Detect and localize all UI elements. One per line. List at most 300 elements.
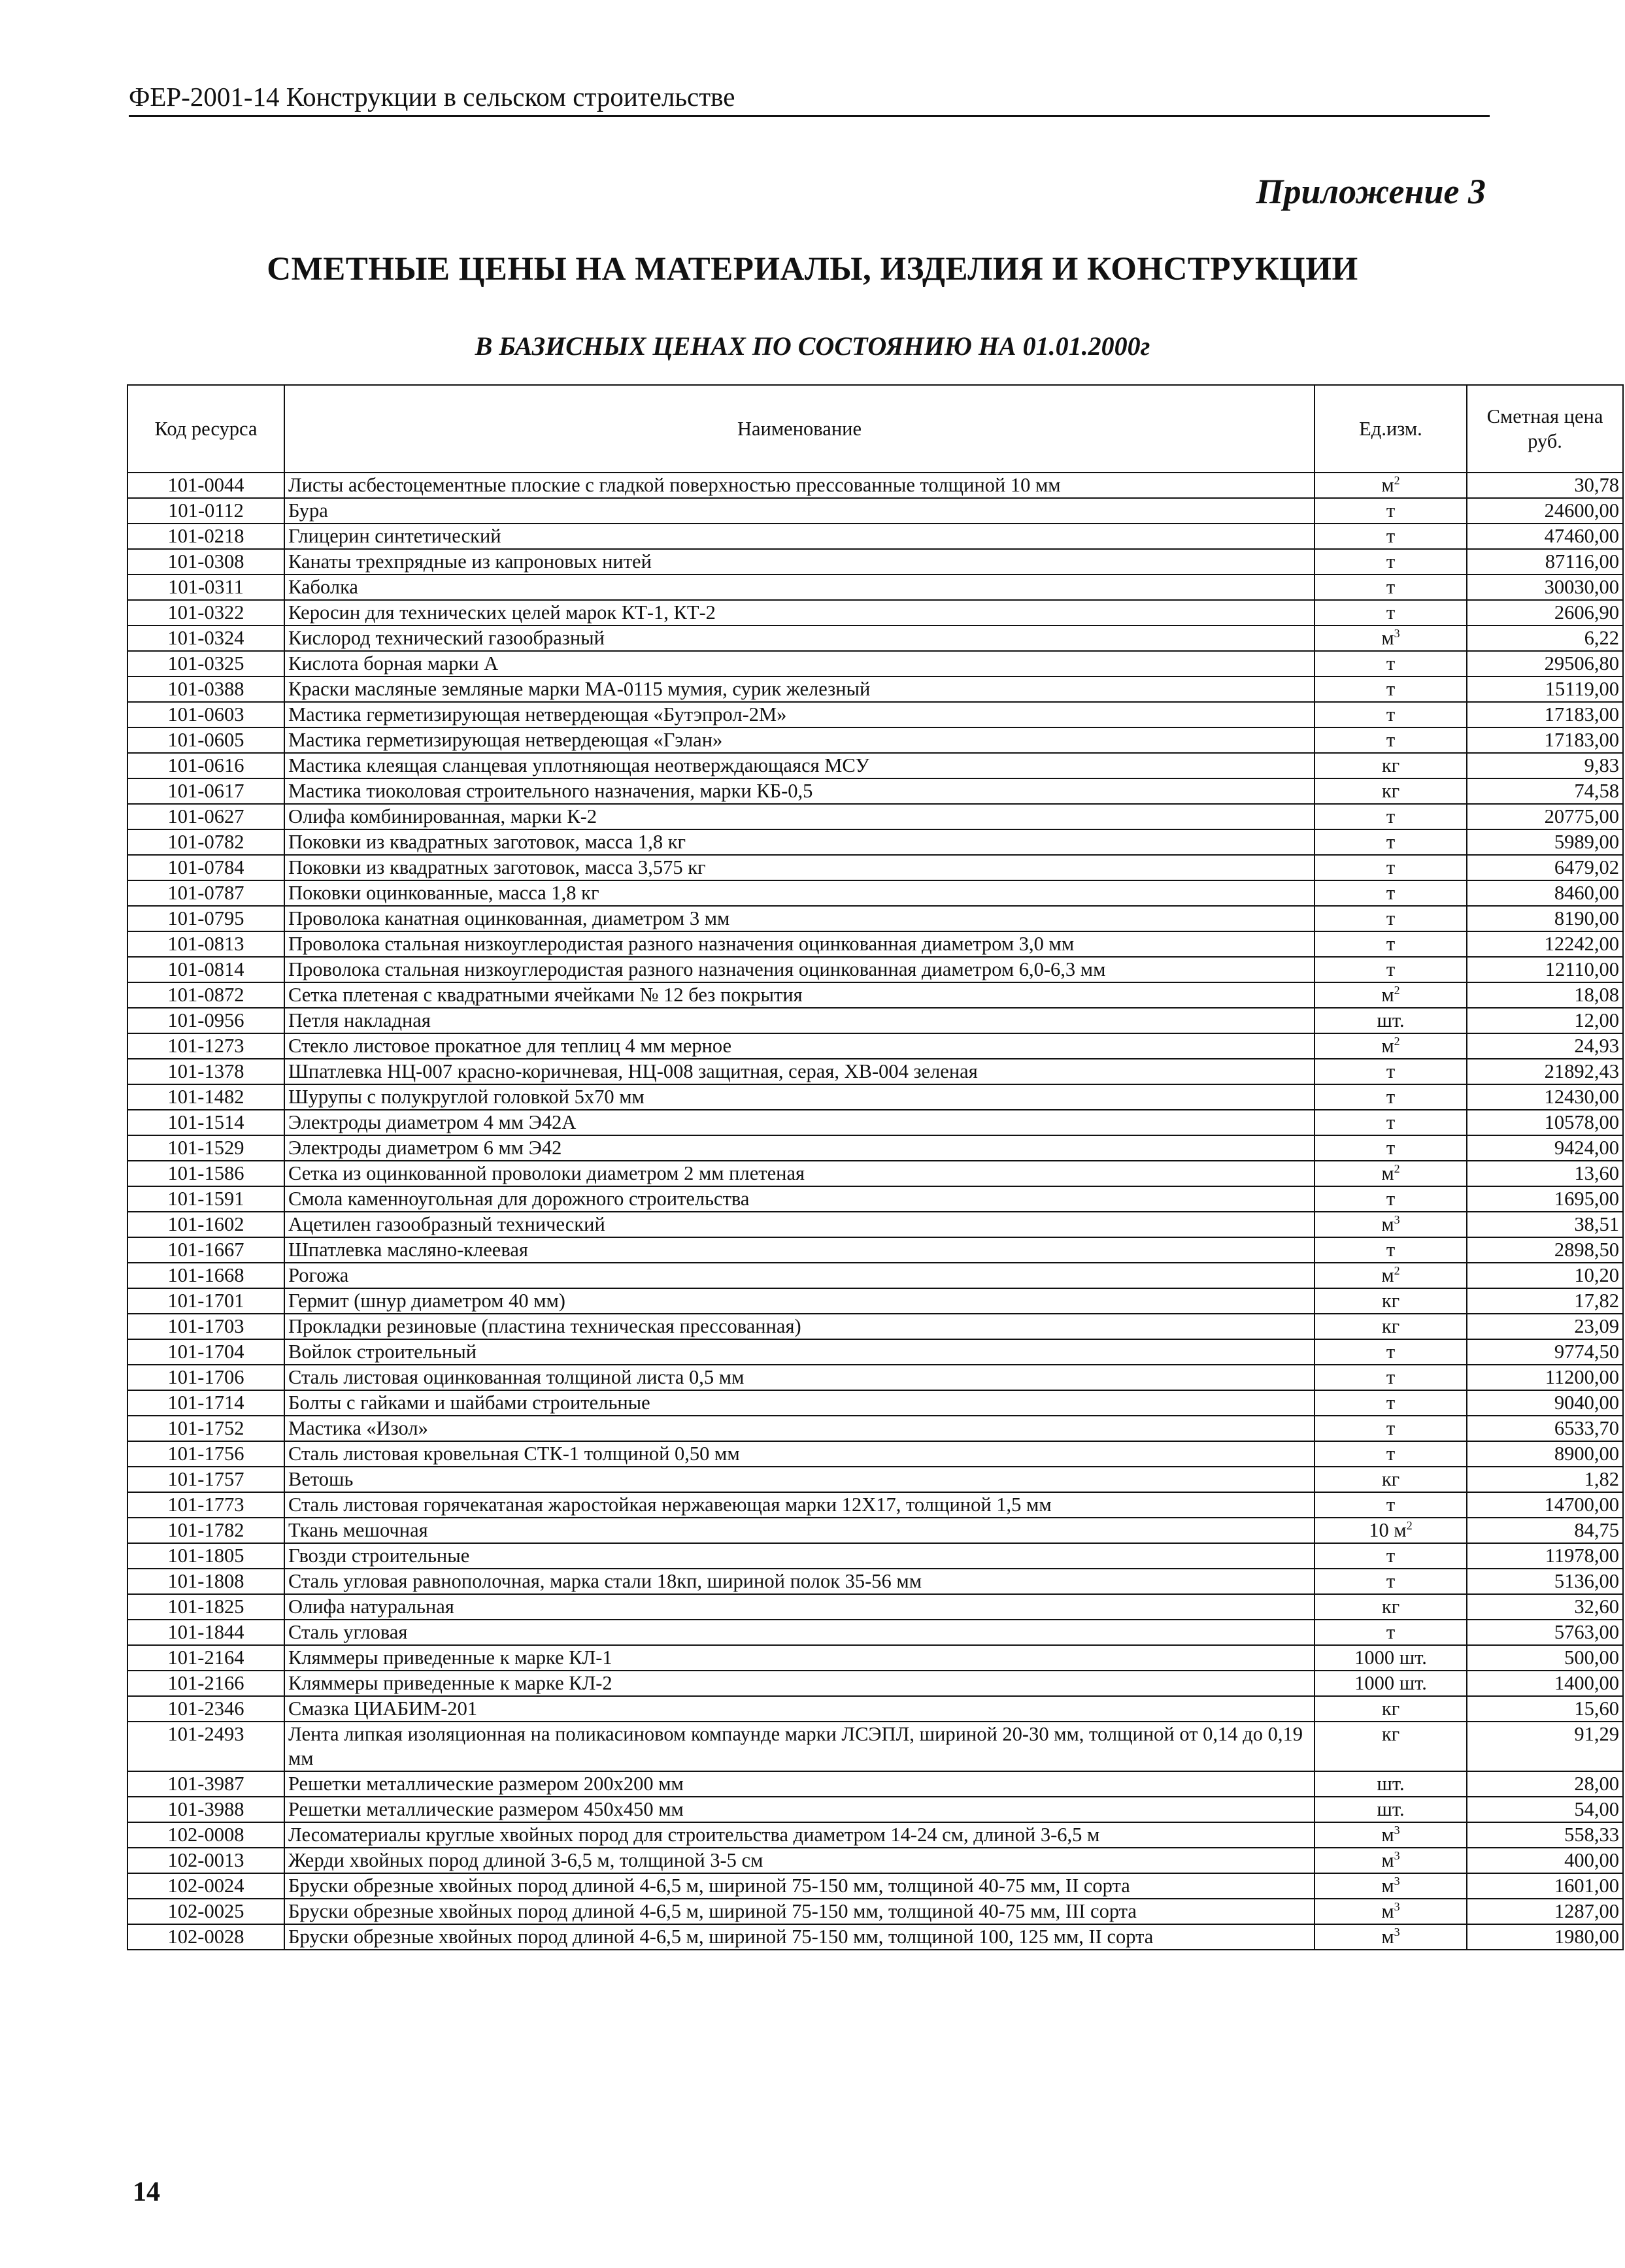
unit-text: т bbox=[1386, 1621, 1396, 1643]
resource-name: Проволока стальная низкоуглеродистая разного назначения оцинкованная диаметром 6,0-6,3 мм bbox=[284, 957, 1315, 982]
resource-code: 102-0013 bbox=[127, 1848, 284, 1873]
estimated-price: 12,00 bbox=[1467, 1008, 1623, 1033]
unit-of-measure bbox=[1315, 1467, 1467, 1492]
page-title: СМЕТНЫЕ ЦЕНЫ НА МАТЕРИАЛЫ, ИЗДЕЛИЯ И КОНСТРУКЦИИ bbox=[267, 251, 1358, 288]
table-row bbox=[127, 1492, 1623, 1518]
resource-name: Шурупы с полукруглой головкой 5х70 мм bbox=[284, 1084, 1315, 1110]
resource-code: 101-0872 bbox=[127, 982, 284, 1008]
table-row bbox=[127, 1594, 1623, 1620]
resource-code: 101-0044 bbox=[127, 473, 284, 498]
unit-of-measure bbox=[1315, 1899, 1467, 1924]
table-row bbox=[127, 957, 1623, 982]
table-row bbox=[127, 1620, 1623, 1645]
resource-name: Ацетилен газообразный технический bbox=[284, 1212, 1315, 1237]
estimated-price: 8190,00 bbox=[1467, 906, 1623, 931]
estimated-price: 32,60 bbox=[1467, 1594, 1623, 1620]
unit-text: кг bbox=[1381, 780, 1400, 802]
resource-code: 101-1773 bbox=[127, 1492, 284, 1518]
unit-text: т bbox=[1386, 1188, 1396, 1210]
resource-code: 101-0627 bbox=[127, 804, 284, 829]
table-row bbox=[127, 982, 1623, 1008]
unit-text: шт. bbox=[1377, 1798, 1405, 1820]
table-row bbox=[127, 575, 1623, 600]
estimated-price: 11978,00 bbox=[1467, 1543, 1623, 1569]
table-row bbox=[127, 1339, 1623, 1365]
resource-name: Кислота борная марки А bbox=[284, 651, 1315, 676]
estimated-price: 12110,00 bbox=[1467, 957, 1623, 982]
resource-name: Электроды диаметром 6 мм Э42 bbox=[284, 1135, 1315, 1161]
unit-of-measure bbox=[1315, 1671, 1467, 1696]
estimated-price: 91,29 bbox=[1467, 1722, 1623, 1771]
table-row bbox=[127, 1771, 1623, 1797]
table-row bbox=[127, 1314, 1623, 1339]
unit-of-measure bbox=[1315, 1339, 1467, 1365]
resource-name: Сталь листовая оцинкованная толщиной листа 0,5 мм bbox=[284, 1365, 1315, 1390]
unit-text: м bbox=[1381, 1824, 1394, 1846]
unit-text: кг bbox=[1381, 1315, 1400, 1337]
unit-of-measure bbox=[1315, 575, 1467, 600]
table-row bbox=[127, 753, 1623, 778]
resource-code: 101-3987 bbox=[127, 1771, 284, 1797]
estimated-price: 558,33 bbox=[1467, 1822, 1623, 1848]
resource-code: 101-1703 bbox=[127, 1314, 284, 1339]
resource-code: 101-1752 bbox=[127, 1416, 284, 1441]
table-row bbox=[127, 1237, 1623, 1263]
table-row bbox=[127, 1722, 1623, 1771]
resource-code: 101-2166 bbox=[127, 1671, 284, 1696]
estimated-price: 10578,00 bbox=[1467, 1110, 1623, 1135]
resource-code: 101-0814 bbox=[127, 957, 284, 982]
resource-code: 101-2164 bbox=[127, 1645, 284, 1671]
resource-name: Лента липкая изоляционная на поликасиновом компаунде марки ЛСЭПЛ, шириной 20-30 мм, толщиной от 0,14 до 0,19 мм bbox=[284, 1722, 1315, 1771]
resource-code: 101-2346 bbox=[127, 1696, 284, 1722]
unit-of-measure bbox=[1315, 1365, 1467, 1390]
unit-of-measure bbox=[1315, 1441, 1467, 1467]
estimated-price: 1980,00 bbox=[1467, 1924, 1623, 1950]
unit-text: кг bbox=[1381, 1290, 1400, 1312]
resource-name: Болты с гайками и шайбами строительные bbox=[284, 1390, 1315, 1416]
resource-name: Мастика герметизирующая нетвердеющая «Гэлан» bbox=[284, 727, 1315, 753]
unit-of-measure bbox=[1315, 1594, 1467, 1620]
unit-text: т bbox=[1386, 805, 1396, 827]
unit-text: 10 м bbox=[1369, 1519, 1407, 1541]
table-row bbox=[127, 1797, 1623, 1822]
resource-code: 101-1825 bbox=[127, 1594, 284, 1620]
table-row bbox=[127, 1135, 1623, 1161]
estimated-price: 30,78 bbox=[1467, 473, 1623, 498]
table-row bbox=[127, 1822, 1623, 1848]
estimated-price: 5989,00 bbox=[1467, 829, 1623, 855]
appendix-label: Приложение 3 bbox=[1256, 172, 1486, 211]
estimated-price: 24,93 bbox=[1467, 1033, 1623, 1059]
unit-text: т bbox=[1386, 1443, 1396, 1465]
table-row bbox=[127, 549, 1623, 575]
resource-name: Шпатлевка НЦ-007 красно-коричневая, НЦ-008 защитная, серая, ХВ-004 зеленая bbox=[284, 1059, 1315, 1084]
resource-code: 101-0325 bbox=[127, 651, 284, 676]
unit-text: т bbox=[1386, 1417, 1396, 1439]
resource-code: 101-1529 bbox=[127, 1135, 284, 1161]
table-row bbox=[127, 1899, 1623, 1924]
estimated-price: 8900,00 bbox=[1467, 1441, 1623, 1467]
resource-code: 101-0795 bbox=[127, 906, 284, 931]
estimated-price: 1695,00 bbox=[1467, 1186, 1623, 1212]
resource-code: 102-0024 bbox=[127, 1873, 284, 1899]
unit-text: т bbox=[1386, 550, 1396, 573]
resource-name: Поковки из квадратных заготовок, масса 1,8 кг bbox=[284, 829, 1315, 855]
unit-text: т bbox=[1386, 729, 1396, 751]
unit-exponent: 3 bbox=[1394, 1848, 1400, 1862]
unit-text: т bbox=[1386, 1060, 1396, 1082]
estimated-price: 8460,00 bbox=[1467, 880, 1623, 906]
unit-exponent: 2 bbox=[1394, 1263, 1400, 1277]
unit-of-measure bbox=[1315, 676, 1467, 702]
unit-text: т bbox=[1386, 1392, 1396, 1414]
table-row bbox=[127, 1288, 1623, 1314]
resource-code: 101-1757 bbox=[127, 1467, 284, 1492]
unit-of-measure bbox=[1315, 1314, 1467, 1339]
unit-of-measure bbox=[1315, 880, 1467, 906]
resource-code: 101-1704 bbox=[127, 1339, 284, 1365]
resource-name: Решетки металлические размером 450х450 мм bbox=[284, 1797, 1315, 1822]
resource-code: 102-0028 bbox=[127, 1924, 284, 1950]
table-row bbox=[127, 931, 1623, 957]
unit-exponent: 3 bbox=[1394, 1925, 1400, 1939]
unit-of-measure bbox=[1315, 1848, 1467, 1873]
estimated-price: 9424,00 bbox=[1467, 1135, 1623, 1161]
unit-of-measure bbox=[1315, 753, 1467, 778]
estimated-price: 15119,00 bbox=[1467, 676, 1623, 702]
resource-name: Сталь листовая горячекатаная жаростойкая нержавеющая марки 12Х17, толщиной 1,5 мм bbox=[284, 1492, 1315, 1518]
resource-name: Керосин для технических целей марок КТ-1, КТ-2 bbox=[284, 600, 1315, 625]
unit-text: м bbox=[1381, 1162, 1394, 1184]
unit-exponent: 2 bbox=[1394, 1161, 1400, 1175]
resource-name: Олифа натуральная bbox=[284, 1594, 1315, 1620]
resource-name: Жерди хвойных пород длиной 3-6,5 м, толщиной 3-5 см bbox=[284, 1848, 1315, 1873]
unit-text: т bbox=[1386, 1544, 1396, 1567]
unit-text: т bbox=[1386, 678, 1396, 700]
header-unit: Ед.изм. bbox=[1315, 385, 1467, 473]
unit-of-measure bbox=[1315, 1263, 1467, 1288]
resource-code: 101-0782 bbox=[127, 829, 284, 855]
resource-code: 101-0324 bbox=[127, 625, 284, 651]
estimated-price: 5763,00 bbox=[1467, 1620, 1623, 1645]
unit-of-measure bbox=[1315, 906, 1467, 931]
resource-name: Канаты трехпрядные из капроновых нитей bbox=[284, 549, 1315, 575]
page-number: 14 bbox=[133, 2177, 160, 2207]
estimated-price: 10,20 bbox=[1467, 1263, 1623, 1288]
resource-name: Мастика клеящая сланцевая уплотняющая неотверждающаяся МСУ bbox=[284, 753, 1315, 778]
estimated-price: 6479,02 bbox=[1467, 855, 1623, 880]
estimated-price: 13,60 bbox=[1467, 1161, 1623, 1186]
unit-of-measure bbox=[1315, 651, 1467, 676]
unit-of-measure bbox=[1315, 1569, 1467, 1594]
table-row bbox=[127, 1365, 1623, 1390]
table-row bbox=[127, 473, 1623, 498]
table-row bbox=[127, 524, 1623, 549]
estimated-price: 15,60 bbox=[1467, 1696, 1623, 1722]
unit-exponent: 3 bbox=[1394, 1899, 1400, 1913]
unit-of-measure bbox=[1315, 549, 1467, 575]
resource-name: Гвозди строительные bbox=[284, 1543, 1315, 1569]
unit-text: т bbox=[1386, 601, 1396, 624]
unit-text: т bbox=[1386, 499, 1396, 522]
unit-of-measure bbox=[1315, 1135, 1467, 1161]
unit-text: кг bbox=[1381, 1723, 1400, 1745]
page-subtitle: В БАЗИСНЫХ ЦЕНАХ ПО СОСТОЯНИЮ НА 01.01.2000г bbox=[475, 331, 1150, 361]
resource-code: 101-0322 bbox=[127, 600, 284, 625]
resource-code: 101-1701 bbox=[127, 1288, 284, 1314]
unit-of-measure bbox=[1315, 982, 1467, 1008]
resource-code: 102-0008 bbox=[127, 1822, 284, 1848]
resource-code: 101-1591 bbox=[127, 1186, 284, 1212]
resource-code: 101-0605 bbox=[127, 727, 284, 753]
table-row bbox=[127, 1186, 1623, 1212]
unit-exponent: 2 bbox=[1406, 1518, 1413, 1532]
unit-of-measure bbox=[1315, 1161, 1467, 1186]
unit-exponent: 3 bbox=[1394, 626, 1400, 640]
unit-of-measure bbox=[1315, 1212, 1467, 1237]
unit-text: шт. bbox=[1377, 1009, 1405, 1031]
resource-name: Проволока канатная оцинкованная, диаметром 3 мм bbox=[284, 906, 1315, 931]
resource-name: Олифа комбинированная, марки К-2 bbox=[284, 804, 1315, 829]
unit-of-measure bbox=[1315, 1416, 1467, 1441]
estimated-price: 12430,00 bbox=[1467, 1084, 1623, 1110]
price-table bbox=[127, 384, 1624, 1950]
unit-text: м bbox=[1381, 1849, 1394, 1871]
unit-exponent: 2 bbox=[1394, 983, 1400, 997]
unit-exponent: 3 bbox=[1394, 1823, 1400, 1837]
unit-of-measure bbox=[1315, 957, 1467, 982]
resource-code: 102-0025 bbox=[127, 1899, 284, 1924]
resource-name: Рогожа bbox=[284, 1263, 1315, 1288]
unit-text: т bbox=[1386, 1239, 1396, 1261]
table-row bbox=[127, 1543, 1623, 1569]
unit-of-measure bbox=[1315, 473, 1467, 498]
resource-name: Петля накладная bbox=[284, 1008, 1315, 1033]
table-row bbox=[127, 1033, 1623, 1059]
unit-text: т bbox=[1386, 882, 1396, 904]
resource-name: Поковки из квадратных заготовок, масса 3,575 кг bbox=[284, 855, 1315, 880]
unit-of-measure bbox=[1315, 1696, 1467, 1722]
unit-text: м bbox=[1381, 1875, 1394, 1897]
resource-name: Проволока стальная низкоуглеродистая разного назначения оцинкованная диаметром 3,0 мм bbox=[284, 931, 1315, 957]
estimated-price: 9774,50 bbox=[1467, 1339, 1623, 1365]
unit-of-measure bbox=[1315, 1620, 1467, 1645]
unit-text: т bbox=[1386, 1111, 1396, 1133]
unit-of-measure bbox=[1315, 1390, 1467, 1416]
unit-text: м bbox=[1381, 1926, 1394, 1948]
table-row bbox=[127, 1671, 1623, 1696]
resource-code: 101-0784 bbox=[127, 855, 284, 880]
table-row bbox=[127, 1212, 1623, 1237]
resource-name: Бруски обрезные хвойных пород длиной 4-6,5 м, шириной 75-150 мм, толщиной 40-75 мм, II сорта bbox=[284, 1873, 1315, 1899]
estimated-price: 400,00 bbox=[1467, 1848, 1623, 1873]
resource-code: 101-0617 bbox=[127, 778, 284, 804]
unit-text: т bbox=[1386, 525, 1396, 547]
estimated-price: 6533,70 bbox=[1467, 1416, 1623, 1441]
resource-code: 101-1706 bbox=[127, 1365, 284, 1390]
unit-of-measure bbox=[1315, 625, 1467, 651]
resource-name: Лесоматериалы круглые хвойных пород для строительства диаметром 14-24 см, длиной 3-6,5 м bbox=[284, 1822, 1315, 1848]
table-row bbox=[127, 1263, 1623, 1288]
unit-exponent: 3 bbox=[1394, 1212, 1400, 1226]
resource-name: Гермит (шнур диаметром 40 мм) bbox=[284, 1288, 1315, 1314]
resource-name: Кляммеры приведенные к марке КЛ-2 bbox=[284, 1671, 1315, 1696]
resource-name: Сетка из оцинкованной проволоки диаметром 2 мм плетеная bbox=[284, 1161, 1315, 1186]
unit-exponent: 3 bbox=[1394, 1874, 1400, 1888]
table-row bbox=[127, 1059, 1623, 1084]
resource-code: 101-1844 bbox=[127, 1620, 284, 1645]
estimated-price: 18,08 bbox=[1467, 982, 1623, 1008]
resource-code: 101-0787 bbox=[127, 880, 284, 906]
estimated-price: 54,00 bbox=[1467, 1797, 1623, 1822]
resource-code: 101-1273 bbox=[127, 1033, 284, 1059]
estimated-price: 23,09 bbox=[1467, 1314, 1623, 1339]
table-row bbox=[127, 880, 1623, 906]
estimated-price: 11200,00 bbox=[1467, 1365, 1623, 1390]
resource-name: Сталь угловая bbox=[284, 1620, 1315, 1645]
table-row bbox=[127, 727, 1623, 753]
resource-code: 101-1805 bbox=[127, 1543, 284, 1569]
resource-code: 101-1782 bbox=[127, 1518, 284, 1543]
resource-code: 101-2493 bbox=[127, 1722, 284, 1771]
table-row bbox=[127, 1645, 1623, 1671]
unit-of-measure bbox=[1315, 1771, 1467, 1797]
resource-code: 101-1602 bbox=[127, 1212, 284, 1237]
unit-of-measure bbox=[1315, 931, 1467, 957]
unit-of-measure bbox=[1315, 727, 1467, 753]
table-row bbox=[127, 600, 1623, 625]
unit-of-measure bbox=[1315, 1518, 1467, 1543]
unit-text: м bbox=[1381, 1213, 1394, 1235]
resource-name: Бруски обрезные хвойных пород длиной 4-6,5 м, шириной 75-150 мм, толщиной 100, 125 мм, II сорта bbox=[284, 1924, 1315, 1950]
table-row bbox=[127, 1696, 1623, 1722]
resource-name: Войлок строительный bbox=[284, 1339, 1315, 1365]
unit-of-measure bbox=[1315, 1084, 1467, 1110]
resource-name: Бура bbox=[284, 498, 1315, 524]
estimated-price: 5136,00 bbox=[1467, 1569, 1623, 1594]
resource-name: Решетки металлические размером 200х200 мм bbox=[284, 1771, 1315, 1797]
table-row bbox=[127, 702, 1623, 727]
estimated-price: 9,83 bbox=[1467, 753, 1623, 778]
unit-of-measure bbox=[1315, 855, 1467, 880]
unit-of-measure bbox=[1315, 702, 1467, 727]
table-row bbox=[127, 1416, 1623, 1441]
resource-name: Ветошь bbox=[284, 1467, 1315, 1492]
unit-of-measure bbox=[1315, 1924, 1467, 1950]
table-row bbox=[127, 1467, 1623, 1492]
estimated-price: 47460,00 bbox=[1467, 524, 1623, 549]
estimated-price: 1601,00 bbox=[1467, 1873, 1623, 1899]
estimated-price: 17183,00 bbox=[1467, 727, 1623, 753]
table-row bbox=[127, 1110, 1623, 1135]
resource-name: Мастика герметизирующая нетвердеющая «Бутэпрол-2М» bbox=[284, 702, 1315, 727]
unit-text: 1000 шт. bbox=[1354, 1672, 1427, 1694]
unit-text: т bbox=[1386, 831, 1396, 853]
estimated-price: 20775,00 bbox=[1467, 804, 1623, 829]
unit-text: т bbox=[1386, 1137, 1396, 1159]
unit-of-measure bbox=[1315, 600, 1467, 625]
unit-of-measure bbox=[1315, 524, 1467, 549]
resource-name: Сетка плетеная с квадратными ячейками № 12 без покрытия bbox=[284, 982, 1315, 1008]
resource-code: 101-0813 bbox=[127, 931, 284, 957]
table-row bbox=[127, 906, 1623, 931]
estimated-price: 84,75 bbox=[1467, 1518, 1623, 1543]
table-row bbox=[127, 804, 1623, 829]
table-header bbox=[127, 385, 1623, 473]
unit-of-measure bbox=[1315, 1492, 1467, 1518]
resource-code: 101-0311 bbox=[127, 575, 284, 600]
estimated-price: 29506,80 bbox=[1467, 651, 1623, 676]
table-row bbox=[127, 625, 1623, 651]
unit-of-measure bbox=[1315, 1288, 1467, 1314]
resource-code: 101-1667 bbox=[127, 1237, 284, 1263]
unit-text: шт. bbox=[1377, 1773, 1405, 1795]
table-row bbox=[127, 1390, 1623, 1416]
unit-text: м bbox=[1381, 1900, 1394, 1922]
unit-text: кг bbox=[1381, 1697, 1400, 1720]
unit-of-measure bbox=[1315, 1722, 1467, 1771]
running-header: ФЕР-2001-14 Конструкции в сельском строительстве bbox=[129, 80, 1490, 117]
resource-name: Стекло листовое прокатное для теплиц 4 мм мерное bbox=[284, 1033, 1315, 1059]
unit-of-measure bbox=[1315, 778, 1467, 804]
unit-text: т bbox=[1386, 652, 1396, 675]
unit-text: 1000 шт. bbox=[1354, 1646, 1427, 1669]
estimated-price: 17,82 bbox=[1467, 1288, 1623, 1314]
unit-text: м bbox=[1381, 474, 1394, 496]
unit-of-measure bbox=[1315, 1033, 1467, 1059]
unit-of-measure bbox=[1315, 1110, 1467, 1135]
resource-name: Смола каменноугольная для дорожного строительства bbox=[284, 1186, 1315, 1212]
unit-text: т bbox=[1386, 958, 1396, 980]
table-row bbox=[127, 1924, 1623, 1950]
table-row bbox=[127, 1873, 1623, 1899]
estimated-price: 9040,00 bbox=[1467, 1390, 1623, 1416]
unit-text: т bbox=[1386, 856, 1396, 878]
table-row bbox=[127, 498, 1623, 524]
unit-text: т bbox=[1386, 907, 1396, 929]
resource-name: Электроды диаметром 4 мм Э42А bbox=[284, 1110, 1315, 1135]
unit-of-measure bbox=[1315, 1186, 1467, 1212]
resource-name: Краски масляные земляные марки МА-0115 мумия, сурик железный bbox=[284, 676, 1315, 702]
estimated-price: 500,00 bbox=[1467, 1645, 1623, 1671]
resource-code: 101-0112 bbox=[127, 498, 284, 524]
resource-code: 101-0218 bbox=[127, 524, 284, 549]
table-row bbox=[127, 1441, 1623, 1467]
unit-text: т bbox=[1386, 1086, 1396, 1108]
estimated-price: 14700,00 bbox=[1467, 1492, 1623, 1518]
unit-text: м bbox=[1381, 627, 1394, 649]
estimated-price: 1400,00 bbox=[1467, 1671, 1623, 1696]
resource-name: Каболка bbox=[284, 575, 1315, 600]
table-row bbox=[127, 778, 1623, 804]
resource-name: Бруски обрезные хвойных пород длиной 4-6,5 м, шириной 75-150 мм, толщиной 40-75 мм, III сорта bbox=[284, 1899, 1315, 1924]
estimated-price: 24600,00 bbox=[1467, 498, 1623, 524]
resource-name: Мастика «Изол» bbox=[284, 1416, 1315, 1441]
resource-name: Ткань мешочная bbox=[284, 1518, 1315, 1543]
header-code: Код ресурса bbox=[127, 385, 284, 473]
resource-code: 101-1514 bbox=[127, 1110, 284, 1135]
unit-text: кг bbox=[1381, 754, 1400, 776]
unit-of-measure bbox=[1315, 1797, 1467, 1822]
estimated-price: 1287,00 bbox=[1467, 1899, 1623, 1924]
resource-name: Листы асбестоцементные плоские с гладкой поверхностью прессованные толщиной 10 мм bbox=[284, 473, 1315, 498]
estimated-price: 38,51 bbox=[1467, 1212, 1623, 1237]
header-name: Наименование bbox=[284, 385, 1315, 473]
estimated-price: 12242,00 bbox=[1467, 931, 1623, 957]
estimated-price: 87116,00 bbox=[1467, 549, 1623, 575]
estimated-price: 21892,43 bbox=[1467, 1059, 1623, 1084]
